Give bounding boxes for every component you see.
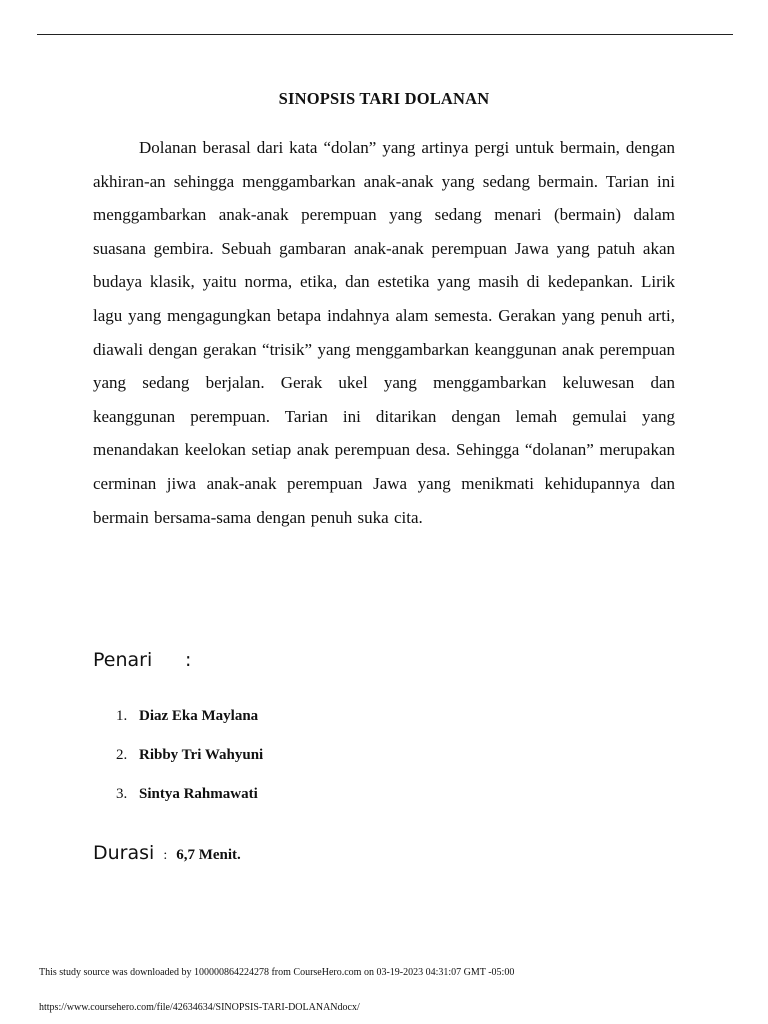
penari-heading <box>93 649 191 671</box>
download-source-notice: This study source was downloaded by 100000864224278 from CourseHero.com on 03-19-2023 04:31:07 GMT -05:00 <box>39 967 515 978</box>
header-rule <box>37 34 733 35</box>
dancer-name: Ribby Tri Wahyuni <box>139 747 264 763</box>
penari-label: Penari <box>93 649 153 671</box>
list-number: 2. <box>116 747 128 763</box>
synopsis-paragraph: Dolanan berasal dari kata “dolan” yang artinya pergi untuk bermain, dengan akhiran-an sehingga menggambarkan anak-anak yang sedang bermain. Tarian ini menggambarkan anak-anak perempuan yang sedang menari (bermain) dalam suasana gembira. Sebuah gambaran anak-anak perempuan Jawa yang patuh akan budaya klasik, yaitu norma, etika, dan estetika yang masih di kedepankan. Lirik lagu yang mengagungkan betapa indahnya alam semesta. Gerakan yang penuh arti, diawali dengan gerakan “trisik” yang menggambarkan keanggunan anak perempuan yang sedang berjalan. Gerak ukel yang menggambarkan keluwesan dan keanggunan perempuan. Tarian ini ditarikan dengan lemah gemulai yang menandakan keelokan setiap anak perempuan desa. Sehingga “dolanan” merupakan cerminan jiwa anak-anak perempuan Jawa yang menikmati kehidupannya dan bermain bersama-sama dengan penuh suka cita. <box>93 138 675 527</box>
penari-colon: : <box>185 649 192 671</box>
list-item <box>116 786 263 825</box>
dancer-list <box>116 708 263 825</box>
document-title: SINOPSIS TARI DOLANAN <box>278 89 490 108</box>
dancer-name: Diaz Eka Maylana <box>139 708 259 724</box>
dancer-name: Sintya Rahmawati <box>139 786 258 802</box>
durasi-line <box>93 842 241 864</box>
durasi-value: 6,7 Menit. <box>176 847 241 863</box>
list-number: 3. <box>116 786 128 802</box>
list-item <box>116 747 263 786</box>
list-number: 1. <box>116 708 128 724</box>
source-url[interactable]: https://www.coursehero.com/file/42634634/SINOPSIS-TARI-DOLANANdocx/ <box>39 1002 360 1013</box>
list-item <box>116 708 263 747</box>
durasi-label: Durasi <box>93 842 155 864</box>
durasi-colon: : <box>163 848 168 863</box>
